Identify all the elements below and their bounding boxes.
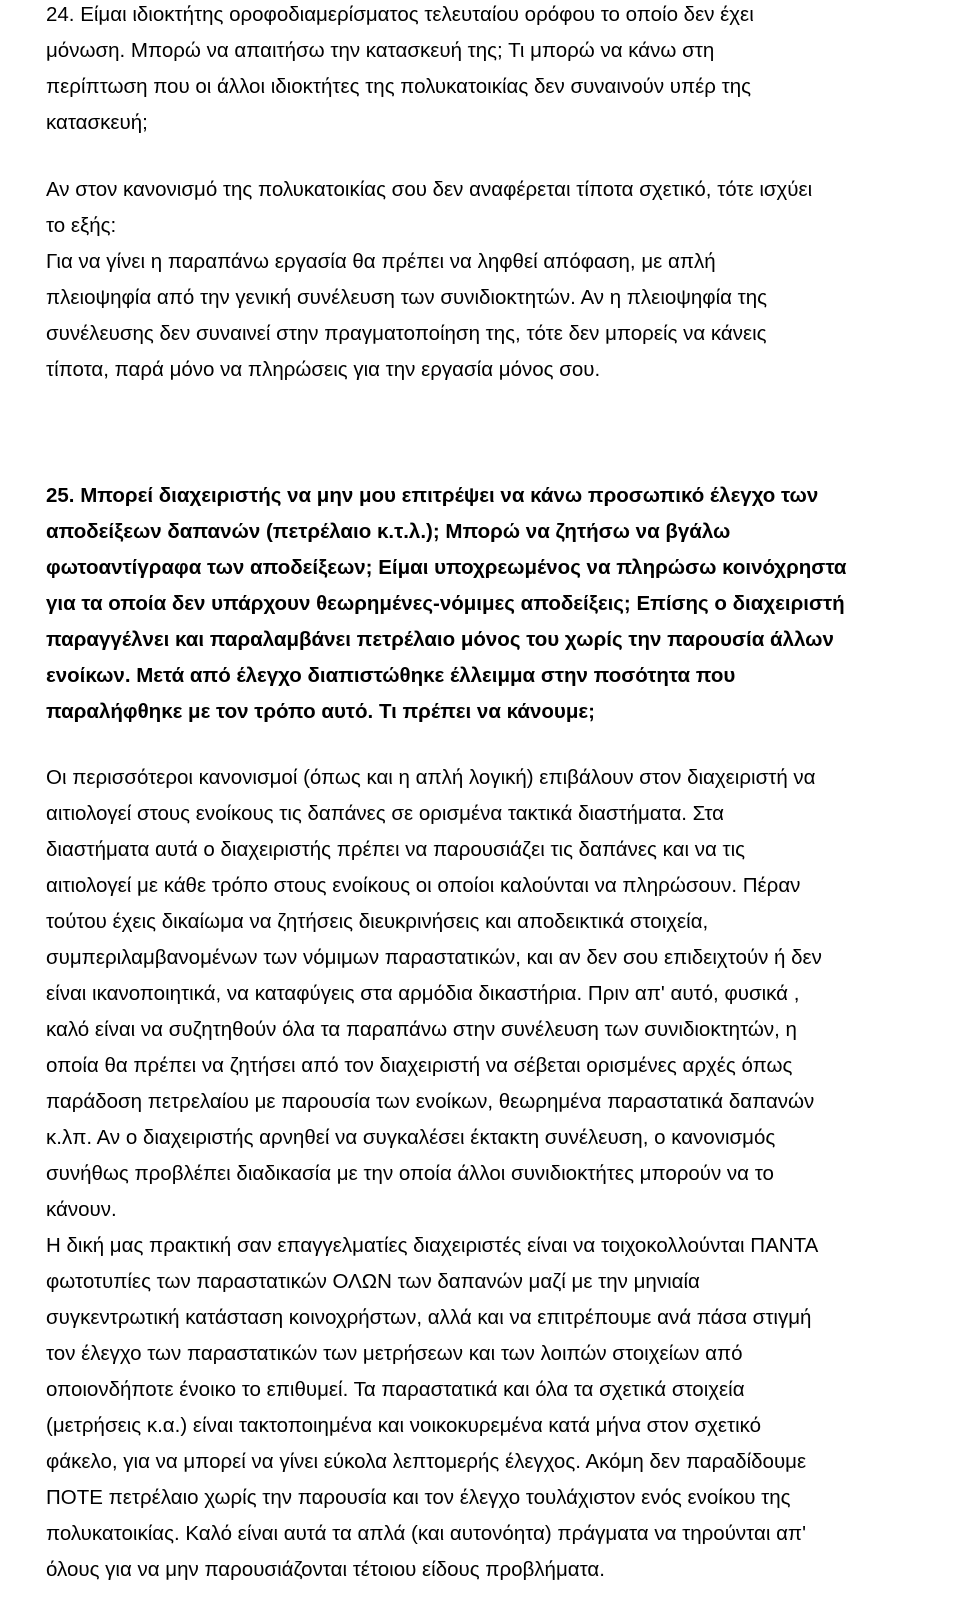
q24-answer-line: το εξής: (46, 214, 117, 237)
q24-answer-line: συνέλευσης δεν συναινεί στην πραγματοποίηση της, τότε δεν μπορείς να κάνεις (46, 322, 767, 345)
q24-answer-line: τίποτα, παρά μόνο να πληρώσεις για την εργασία μόνος σου. (46, 358, 601, 381)
q25-answer-line: όλους για να μην παρουσιάζονται τέτοιου είδους προβλήματα. (46, 1558, 605, 1581)
q25-question-line: παραλήφθηκε με τον τρόπο αυτό. Τι πρέπει να κάνουμε; (46, 700, 595, 723)
q25-answer-line: παράδοση πετρελαίου με παρουσία των ενοίκων, θεωρημένα παραστατικά δαπανών (46, 1090, 815, 1113)
q25-answer-line: συνήθως προβλέπει διαδικασία με την οποία άλλοι συνιδιοκτήτες μπορούν να το (46, 1162, 774, 1185)
q25-answer-line: οποιονδήποτε ένοικο το επιθυμεί. Τα παραστατικά και όλα τα σχετικά στοιχεία (46, 1378, 745, 1401)
q24-answer-line: πλειοψηφία από την γενική συνέλευση των συνιδιοκτητών. Αν η πλειοψηφία της (46, 286, 768, 309)
q25-answer-line: Η δική μας πρακτική σαν επαγγελματίες διαχειριστές είναι να τοιχοκολλούνται ΠΑΝΤΑ (46, 1234, 819, 1257)
q25-answer-line: ΠΟΤΕ πετρέλαιο χωρίς την παρουσία και τον έλεγχο τουλάχιστον ενός ενοίκου της (46, 1486, 791, 1509)
q24-question-line: κατασκευή; (46, 111, 148, 134)
q25-question-line: για τα οποία δεν υπάρχουν θεωρημένες-νόμιμες αποδείξεις; Επίσης ο διαχειριστή (46, 592, 845, 615)
q25-answer-line: φάκελο, για να μπορεί να γίνει εύκολα λεπτομερής έλεγχος. Ακόμη δεν παραδίδουμε (46, 1450, 807, 1473)
q25-answer-line: αιτιολογεί με κάθε τρόπο στους ενοίκους οι οποίοι καλούνται να πληρώσουν. Πέραν (46, 874, 801, 897)
q25-question-line: αποδείξεων δαπανών (πετρέλαιο κ.τ.λ.); Μπορώ να ζητήσω να βγάλω (46, 520, 731, 543)
q25-answer-line: τούτου έχεις δικαίωμα να ζητήσεις διευκρινήσεις και αποδεικτικά στοιχεία, (46, 910, 709, 933)
q25-question-line: ενοίκων. Μετά από έλεγχο διαπιστώθηκε έλλειμμα στην ποσότητα που (46, 664, 736, 687)
q25-answer-line: αιτιολογεί στους ενοίκους τις δαπάνες σε ορισμένα τακτικά διαστήματα. Στα (46, 802, 725, 825)
q25-answer-line: κ.λπ. Αν ο διαχειριστής αρνηθεί να συγκαλέσει έκτακτη συνέλευση, ο κανονισμός (46, 1126, 776, 1149)
q25-question-line: φωτοαντίγραφα των αποδείξεων; Είμαι υποχρεωμένος να πληρώσω κοινόχρηστα (46, 556, 847, 579)
q25-answer-line: φωτοτυπίες των παραστατικών ΟΛΩΝ των δαπανών μαζί με την μηνιαία (46, 1270, 700, 1293)
q24-question-line: 24. Είμαι ιδιοκτήτης οροφοδιαμερίσματος τελευταίου ορόφου το οποίο δεν έχει (46, 3, 754, 26)
q25-answer-line: πολυκατοικίας. Καλό είναι αυτά τα απλά (και αυτονόητα) πράγματα να τηρούνται απ' (46, 1522, 806, 1545)
q25-answer-line: είναι ικανοποιητικά, να καταφύγεις στα αρμόδια δικαστήρια. Πριν απ' αυτό, φυσικά , (46, 982, 800, 1005)
q25-answer-line: κάνουν. (46, 1198, 117, 1221)
q25-answer-line: διαστήματα αυτά ο διαχειριστής πρέπει να παρουσιάζει τις δαπάνες και να τις (46, 838, 746, 861)
q25-answer-line: οποία θα πρέπει να ζητήσει από τον διαχειριστή να σέβεται ορισμένες αρχές όπως (46, 1054, 793, 1077)
q24-answer-line: Αν στον κανονισμό της πολυκατοικίας σου δεν αναφέρεται τίποτα σχετικό, τότε ισχύει (46, 178, 813, 201)
q25-question-line: παραγγέλνει και παραλαμβάνει πετρέλαιο μόνος του χωρίς την παρουσία άλλων (46, 628, 834, 651)
q25-answer-line: συμπεριλαμβανομένων των νόμιμων παραστατικών, και αν δεν σου επιδειχτούν ή δεν (46, 946, 822, 969)
q25-answer-line: (μετρήσεις κ.α.) είναι τακτοποιημένα και νοικοκυρεμένα κατά μήνα στον σχετικό (46, 1414, 762, 1437)
q25-answer-line: Οι περισσότεροι κανονισμοί (όπως και η απλή λογική) επιβάλουν στον διαχειριστή να (46, 766, 816, 789)
q25-question-line: 25. Μπορεί διαχειριστής να μην μου επιτρέψει να κάνω προσωπικό έλεγχο των (46, 484, 819, 507)
q25-answer-line: συγκεντρωτική κατάσταση κοινοχρήστων, αλλά και να επιτρέπουμε ανά πάσα στιγμή (46, 1306, 812, 1329)
q25-answer-line: καλό είναι να συζητηθούν όλα τα παραπάνω στην συνέλευση των συνιδιοκτητών, η (46, 1018, 797, 1041)
q24-answer-line: Για να γίνει η παραπάνω εργασία θα πρέπει να ληφθεί απόφαση, με απλή (46, 250, 716, 273)
q24-question-line: περίπτωση που οι άλλοι ιδιοκτήτες της πολυκατοικίας δεν συναινούν υπέρ της (46, 75, 751, 98)
q25-answer-line: τον έλεγχο των παραστατικών των μετρήσεων και των λοιπών στοιχείων από (46, 1342, 743, 1365)
q24-question-line: μόνωση. Μπορώ να απαιτήσω την κατασκευή της; Τι μπορώ να κάνω στη (46, 39, 715, 62)
